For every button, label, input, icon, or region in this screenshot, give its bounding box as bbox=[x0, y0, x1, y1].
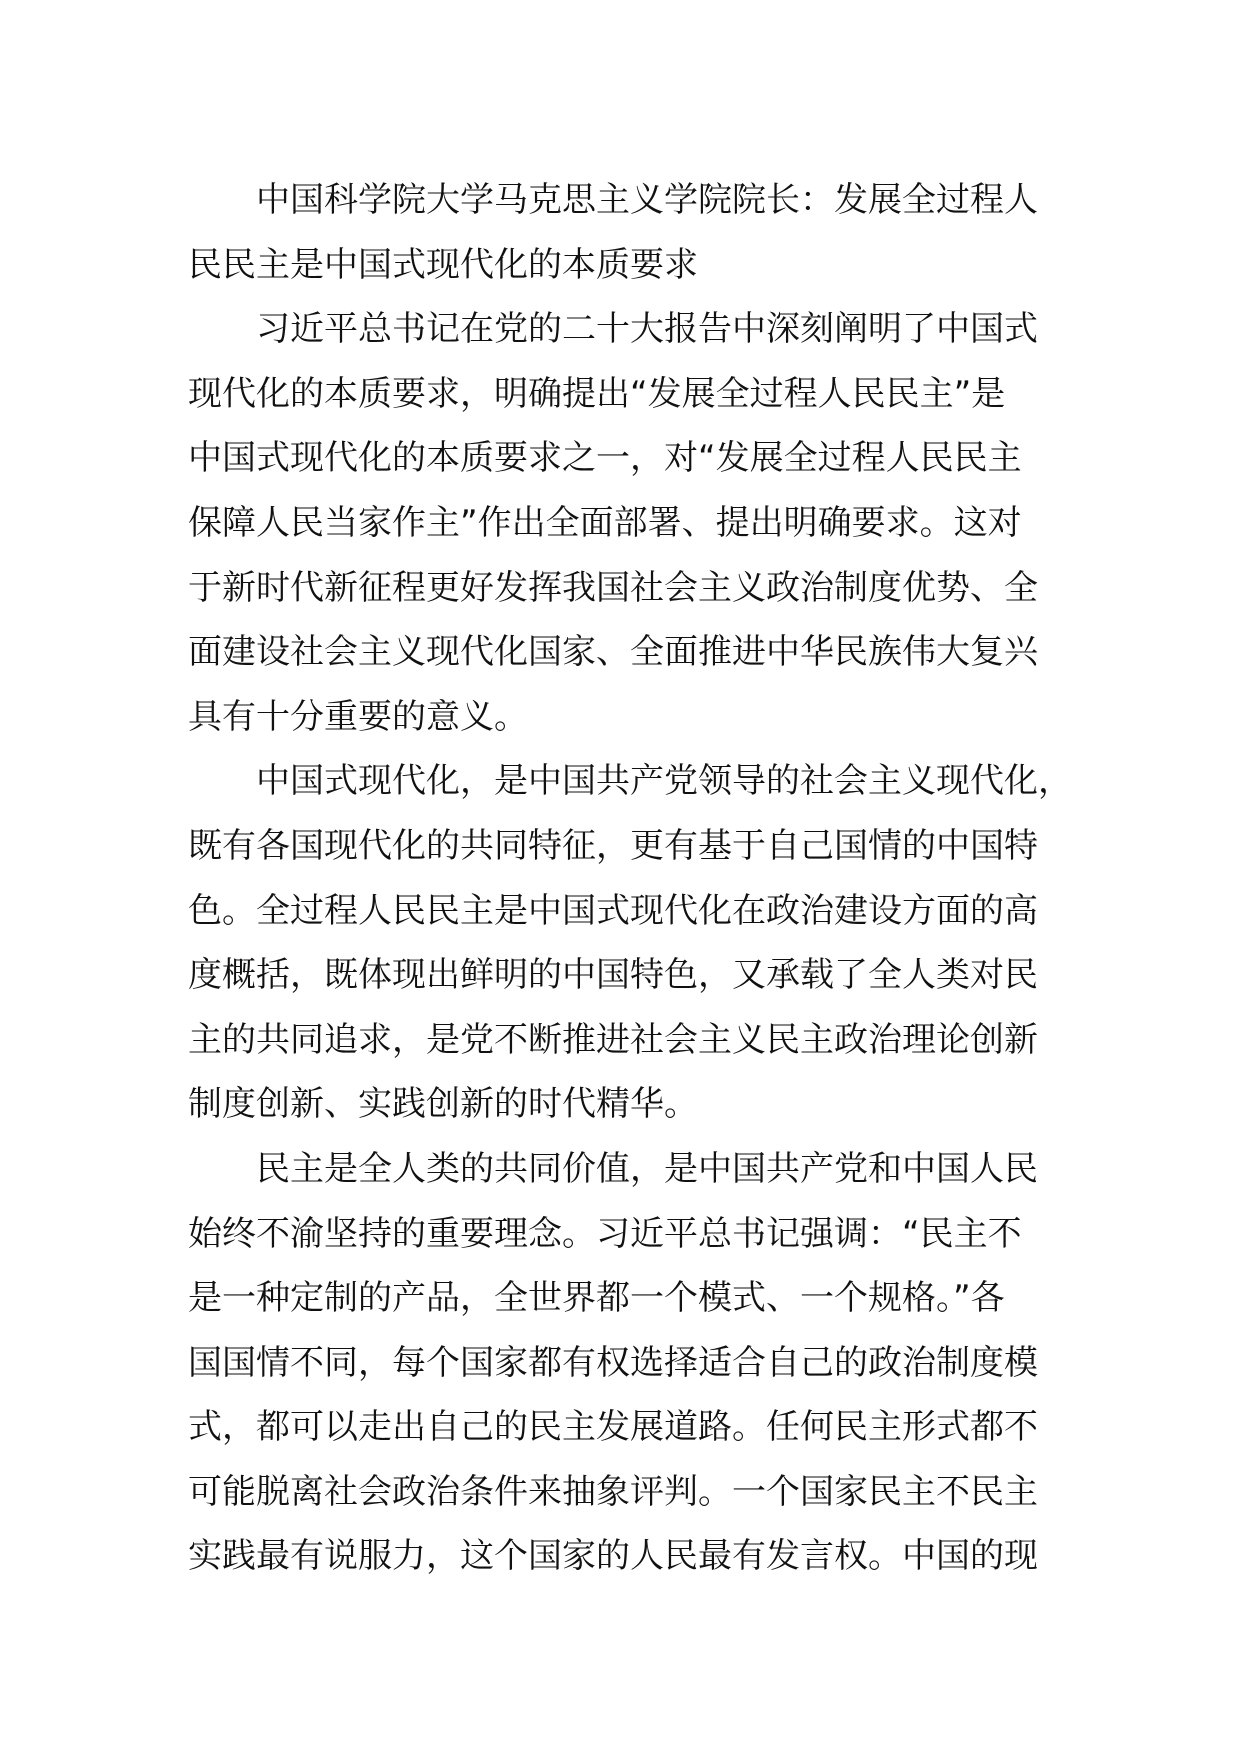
paragraph-line: 既有各国现代化的共同特征，更有基于自己国情的中国特 bbox=[188, 825, 1038, 866]
paragraph-2 bbox=[188, 749, 1088, 1137]
paragraph-line: 始终不渝坚持的重要理念。习近平总书记强调：“民主不 bbox=[188, 1213, 1022, 1254]
paragraph-line: 可能脱离社会政治条件来抽象评判。一个国家民主不民主 bbox=[188, 1471, 1038, 1512]
article-title bbox=[188, 168, 1088, 297]
paragraph-line: 色。全过程人民民主是中国式现代化在政治建设方面的高 bbox=[188, 890, 1038, 931]
paragraph-line: 现代化的本质要求，明确提出“发展全过程人民民主”是 bbox=[188, 373, 1006, 414]
title-line: 民民主是中国式现代化的本质要求 bbox=[188, 244, 698, 285]
paragraph-line: 面建设社会主义现代化国家、全面推进中华民族伟大复兴 bbox=[188, 632, 1038, 673]
article-body bbox=[188, 168, 1088, 1589]
paragraph-line: 主的共同追求，是党不断推进社会主义民主政治理论创新 bbox=[188, 1019, 1038, 1060]
paragraph-line: 式，都可以走出自己的民主发展道路。任何民主形式都不 bbox=[188, 1407, 1038, 1448]
paragraph-line: 国国情不同，每个国家都有权选择适合自己的政治制度模 bbox=[188, 1342, 1038, 1383]
paragraph-line: 中国式现代化，是中国共产党领导的社会主义现代化， bbox=[256, 761, 1072, 802]
paragraph-line: 度概括，既体现出鲜明的中国特色，又承载了全人类对民 bbox=[188, 955, 1038, 996]
paragraph-line: 是一种定制的产品，全世界都一个模式、一个规格。”各 bbox=[188, 1278, 1005, 1319]
paragraph-line: 保障人民当家作主”作出全面部署、提出明确要求。这对 bbox=[188, 502, 1022, 543]
paragraph-line: 中国式现代化的本质要求之一，对“发展全过程人民民主 bbox=[188, 438, 1022, 479]
title-line: 中国科学院大学马克思主义学院院长：发展全过程人 bbox=[256, 180, 1038, 220]
paragraph-1 bbox=[188, 297, 1088, 749]
paragraph-line: 于新时代新征程更好发挥我国社会主义政治制度优势、全 bbox=[188, 567, 1038, 608]
paragraph-3 bbox=[188, 1137, 1088, 1589]
paragraph-line: 具有十分重要的意义。 bbox=[188, 696, 528, 737]
paragraph-line: 制度创新、实践创新的时代精华。 bbox=[188, 1084, 698, 1125]
paragraph-line: 实践最有说服力，这个国家的人民最有发言权。中国的现 bbox=[188, 1536, 1038, 1577]
paragraph-line: 习近平总书记在党的二十大报告中深刻阐明了中国式 bbox=[256, 309, 1038, 350]
paragraph-line: 民主是全人类的共同价值，是中国共产党和中国人民 bbox=[256, 1148, 1038, 1189]
